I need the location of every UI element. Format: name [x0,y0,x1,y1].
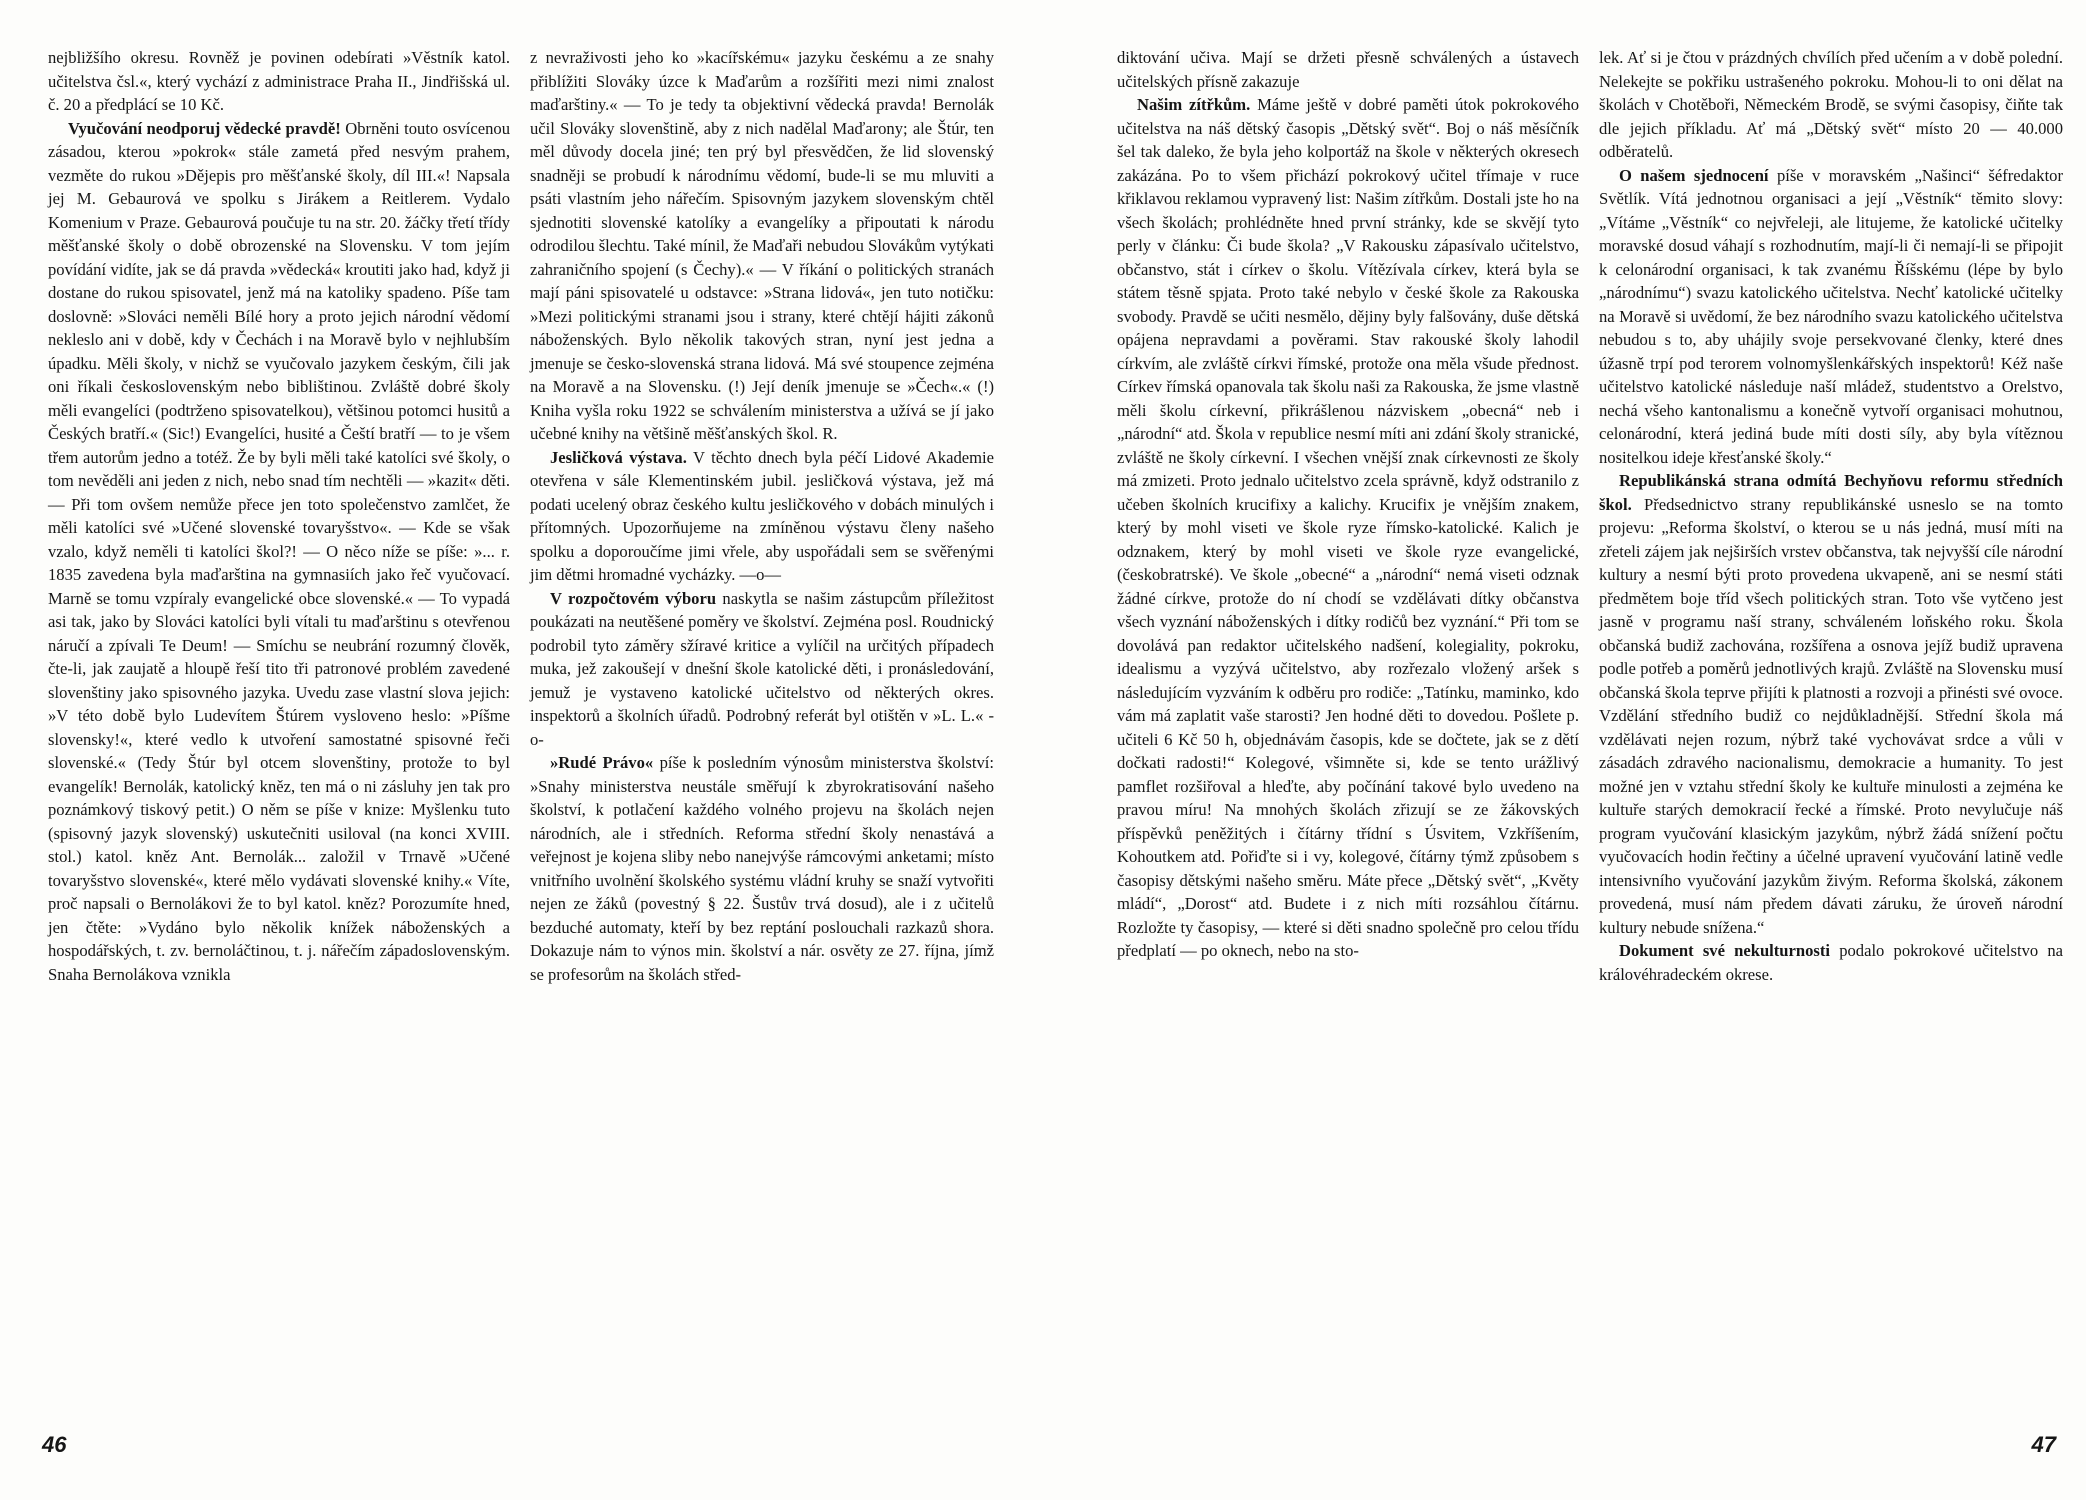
paragraph-heading: V rozpočtovém výboru [550,588,717,608]
paragraph-heading: »Rudé Právo« [550,753,654,772]
paragraph [1117,93,1579,963]
paragraph-heading: Dokument své nekulturnosti [1619,941,1831,960]
paragraph [530,446,994,587]
paragraph-heading: Našim zítřkům. [1137,95,1251,114]
paragraph-heading: Vyučování neodporuj vědecké pravdě! [68,118,341,138]
paragraph-text: naskytla se našim zástupcům příležitost poukázati na neutěšené poměry ve školství. Zejména posl. Roudnický podrobil tyto záměry sžíravé kritice a vylíčil na určitých případech muka, jež zakoušejí v dnešní škole katolické děti, i pronásledování, jemuž je vystaveno katolické učitelstvo od některých okres. inspektorů a školních úřadů. Podrobný referát byl otištěn v »L. L.« -o- [530,588,994,749]
paragraph [530,751,994,986]
paragraph-heading: O našem sjednocení [1619,165,1769,185]
paragraph [1599,939,2063,986]
paragraph-text: diktování učiva. Mají se držeti přesně schválených a ústavech učitelských přísně zakazuje [1117,48,1579,91]
paragraph [1599,164,2063,470]
paragraph-text: píše k posledním výnosům ministerstva školství: »Snahy ministerstva neustále směřují k zbyrokratisování našeho školství, k potlačení každého volného projevu na školách nejen národních, ale i středních. Reforma střední školy nenastává a veřejnost je kojena sliby nebo nanejvýše rámcovými anketami; místo vnitřního uvolnění školského systému vládní kruhy se snaží vytvořiti nejen ze žáků (povestný § 22. Šustův trvá dosud), ale i z učitelů bezduché automaty, kteří by bez reptání poslouchali razkazů shora. Dokazuje nám to výnos min. školství a nár. osvěty ze 27. října, jímž se profesorům na školách střed- [530,753,994,984]
paragraph [530,46,994,446]
paragraph [1599,469,2063,939]
paragraph-text: podalo pokrokové učitelstvo na královéhradeckém okrese. [1599,941,2063,984]
left-page-column-1 [48,46,510,986]
paragraph-heading: Republikánská strana odmítá Bechyňovu reformu středních škol. [1599,471,2063,514]
paragraph [530,587,994,752]
paragraph-text: nejbližšího okresu. Rovněž je povinen odebírati »Věstník katol. učitelstva čsl.«, který vychází z administrace Praha II., Jindřišská ul. č. 20 a předplácí se 10 Kč. [48,48,510,114]
paragraph [1117,46,1579,93]
paragraph-text: Předsednictvo strany republikánské usneslo se na tomto projevu: „Reforma školství, o kterou se u nás jedná, musí míti na zřeteli zájem jak nejširších vrstev občanstva, tak nejvyšší cíle národní kultury a nesmí býti proto provedena ukvapeně, ani se nesmí státi předmětem boje tříd všech politických stran. Toto vše vytčeno jest jasně v programu naší strany, schváleném loňského roku. Škola občanská budiž zachována, rozšířena a osnova jejíž budiž upravena podle potřeb a poměrů jednotlivých krajů. Zvláště na Slovensku musí občanská škola teprve přijíti k platnosti a rozvoji a přinésti své ovoce. Vzdělání středního budiž co nejdůkladnější. Střední škola má vzdělávati nejen rozum, nýbrž také vychovávat srdce a vůli v zásadách zdravého nacionalismu, demokracie a humanity. To jest možné jen v vztahu střední školy ke kultuře minulosti a zejména ke kultuře starých demokracií řecké a římské. Proto nevylučuje náš program vyučování klasickým jazykům, nýbrž žádá snížení počtu vyučovacích hodin řečtiny a účelné upravení vyučování latině vedle intensivního vyučování jazykům živým. Reforma školská, zákonem provedená, musí nám předem dávati záruku, že úroveň národní kultury nebude snížena.“ [1599,494,2063,937]
right-page-column-2 [1599,46,2063,986]
paragraph [48,117,510,987]
left-page-column-2 [530,46,994,986]
paragraph-text: lek. Ať si je čtou v prázdných chvílích před učením a v době polední. Nelekejte se pokřiku ustrašeného pokroku. Mohou-li to oni dělat na školách v Chotěboři, Německém Brodě, se svými časopisy, čiňte tak dle jejich příkladu. Ať má „Dětský svět“ místo 20 — 40.000 odběratelů. [1599,48,2063,161]
right-page-column-1 [1117,46,1579,963]
paragraph-text: z nevraživosti jeho ko »kacířskému« jazyku českému a ze snahy přiblížiti Slováky úzce k Maďarům a rozšířiti mezi nimi znalost maďarštiny.« — To je tedy ta objektivní vědecká pravda! Bernolák učil Slováky slovenštině, aby z nich nadělal Maďarony; ale Štúr, ten měl důvody docela jiné; ten prý byl přesvědčen, že lid slovenský snadněji se probudí k národnímu vědomí, bude-li se mu mluviti a psáti vlastním jeho nářečím. Spisovným jazykem slovenským chtěl sjednotiti slovenské katolíky a evangelíky a připoutati k národu odrodilou šlechtu. Také mínil, že Maďaři nebudou Slovákům vytýkati zahraničního spojení (s Čechy).« — V říkání o politických stranách mají páni spisovatelé u odstavce: »Strana lidová«, jen tuto notičku: »Mezi politickými stranami jsou i strany, které chtějí hájiti zákonů náboženských. Bylo několik takových stran, nyní jest jedna a jmenuje se česko-slovenská strana lidová. Má své stoupence zejména na Moravě a na Slovensku. (!) Její deník jmenuje se »Čech«.« (!) Kniha vyšla roku 1922 se schválením ministerstva a užívá se jí jako učebné knihy na většině měšťanských škol. R. [530,48,994,443]
paragraph-text: Obrněni touto osvícenou zásadou, kterou »pokrok« stále zametá před nesvým prahem, vezměte do rukou »Dějepis pro měšťanské školy, díl III.«! Napsala jej M. Gebaurová ve spolku s Jirákem a Reitlerem. Vydalo Komenium v Praze. Gebaurová poučuje tu na str. 20. žáčky třetí třídy měšťanské školy o době obrozenské na Slovensku. V tom jejím povídání vidíte, jak se dá pravda »vědecká« kroutiti jako had, když ji dostane do rukou spisovatel, jenž má na katoliky spadeno. Píše tam doslovně: »Slováci neměli Bílé hory a proto jejich národní vědomí nekleslo ani v době, kdy v Čechách i na Moravě bylo v nejhlubším úpadku. Měli školy, v nichž se vyučovalo jazykem českým, čili jak oni říkali československým nebo biblištinou. Zvláště dobré školy měli evangelíci (podtrženo spisovatelkou), většinou potomci husitů a Českých bratří.« (Sic!) Evangelíci, husité a Čeští bratří — to je všem třem autorům jedno a totéž. Že by byli měli také katolíci své školy, o tom nevěděli ani jeden z nich, nebo snad tím nechtěli — »kazit« děti. — Při tom ovšem nemůže přece jen toto společenstvo zamlčet, že měli katolíci své »Učené slovenské tovaryšstvo«. — Kde se však vzalo, když neměli ti katolíci škol?! — O něco níže se píše: »... r. 1835 zavedena byla maďarština na gymnasiích jako řeč vyučovací. Marně se tomu vzpíraly evangelické obce slovenské.« — To vypadá asi tak, jako by Slováci katolíci byli vítali tu maďarštinu s otevřenou náručí a zpívali Te Deum! — Smíchu se neubrání rozumný člověk, čte-li, jak zaujatě a hloupě řeší tito tři patronové problém zavedené slovenštiny jako spisovného jazyka. Uvedu zase vlastní slova jejich: »V této době bylo Ludevítem Štúrem vysloveno heslo: »Píšme slovensky!«, které vedlo k utvoření samostatné spisovné řeči slovenské.« (Tedy Štúr byl otcem slovenštiny, protože to byl evangelík! Bernolák, katolický kněz, ten má o ni zásluhy jen tak pro poznámkový tiskový petit.) O něm se píše v knize: Myšlenku tuto (spisovný jazyk slovenský) uskutečniti usiloval (na konci XVIII. stol.) katol. kněz Ant. Bernolák... založil v Trnavě »Učené tovaryšstvo slovenské«, které mělo vydávati slovenské knihy.« Víte, proč napsali o Bernolákovi že to byl katol. kněz? Porozumíte hned, jen čtěte: »Vydáno bylo několik knížek náboženských a hospodářských, t. zv. bernoláčtinou, t. j. nářečím západoslovenským. Snaha Bernolákova vznikla [48,118,510,984]
paragraph-heading: Jesličková výstava. [550,447,687,467]
paragraph [1599,46,2063,164]
page-number-left: 46 [42,1432,67,1457]
paragraph-text: píše v moravském „Našinci“ šéfredaktor Světlík. Vítá jednotnou organisaci a její „Věstník“ těmito slovy: „Vítáme „Věstník“ co nejvřeleji, ale litujeme, že katolické učitelky moravské dosud váhají s rozhodnutím, mají-li či nemají-li se připojit k celonárodní organisaci, k tak zvanému Říšskému (lépe by bylo „národnímu“) svazu katolického učitelstva. Nechť katolické učitelky na Moravě si uvědomí, že bez národního svazu katolického učitelstva nebudou s to, aby uhájily svoje persekvované členky, které dnes úžasně trpí pod terorem volnomyšlenkářských inspektorů! Kéž naše učitelstvo katolické následuje naší mládež, studentstvo a Orelstvo, nechá všeho kantonalismu a konečně vytvoří organisaci mohutnou, celonárodní, která jediná bude míti dosti síly, aby byla vítěznou nositelkou ideje křesťanské školy.“ [1599,165,2064,467]
paragraph-text: V těchto dnech byla péčí Lidové Akademie otevřena v sále Klementinském jubil. jesličková výstava, jež má podati ucelený obraz českého kultu jesličkového v dobách minulých i přítomných. Upozorňujeme na zmíněnou výstavu členy našeho spolku a doporoučíme jimi vřele, aby uspořádali sem se svěřenými jim dětmi hromadné vycházky. —o— [530,447,994,584]
paragraph-text: Máme ještě v dobré paměti útok pokrokového učitelstva na náš dětský časopis „Dětský svět“. Boj o náš měsíčník šel tak daleko, že byla jeho kolportáž na škole v některých okresech zakázána. Po to všem přichází pokrokový učitel třímaje v ruce křiklavou reklamou vypravený list: Našim zítřkům. Dostali jste ho na všech školách; prohlédněte hned první stránky, kde se skvějí tyto perly v článku: Či bude škola? „V Rakousku zápasívalo učitelstvo, občanstvo, stát i církev o školu. Vítězívala církev, která byla se státem těsně spjata. Proto také nebylo v české škole za Rakouska svobody. Pravdě se učiti nesmělo, dějiny byly falšovány, duše dětská opájena nepravdami a pověrami. Stav rakouské školy lahodil církvím, ale zvláště církvi římské, protože ona měla všude přednost. Církev římská opanovala tak školu naši za Rakouska, že jsme vlastně měli školu církevní, přikrášlenou názviskem „obecná“ neb i „národní“ atd. Škola v republice nesmí míti ani zdání školy stranické, zvláště ne školy církevní. I všechen vnější znak církevnosti ze školy má zmizeti. Proto jednalo učitelstvo zcela správně, když odstranilo z učeben školních krucifixy a kalichy. Krucifix je vnějším znakem, který by mohl viseti ve škole ryze římsko-katolické. Kalich je odznakem, který by mohl viseti ve škole ryze evangelické, (českobratrské). Ve škole „obecné“ a „národní“ nemá viseti odznak žádné církve, protože do ní chodí se vzdělávati dítky občanstva všech vyznání náboženských i dítky rodičů bez vyznání.“ Při tom se dovolává pan redaktor učitelského nadšení, kolegiality, pokroku, idealismu a vyzývá učitelstvo, aby rozřezalo vložený aršek s následujícím vyzváním k odběru pro rodiče: „Tatínku, maminko, kdo vám má zaplatit vaše starosti? Jen hodné děti to dovedou. Pošlete p. učiteli 6 Kč 50 h, objednávám časopis, kde se dočtete, jak se z dětí dočkati radosti!“ Kolegové, všimněte si, kde se tento urážlivý pamflet rozšiřoval a hleďte, aby počínání takové bylo uvedeno na pravou míru! Na mnohých školách zřizují se ze žákovských příspěvků peněžitých i čítárny třídní s Úsvitem, Vzkříšením, Kohoutkem atd. Pořiďte si i vy, kolegové, čítárny týmž způsobem s časopisy dětskými našeho směru. Máte přece „Dětský svět“, „Květy mládí“, „Dorost“ atd. Budete i z nich míti rozsáhlou čítárnu. Rozložte ty časopisy, — které si děti snadno společně pro celou třídu předplatí — po oknech, nebo na sto- [1117,95,1579,960]
paragraph [48,46,510,117]
right-page [1043,0,2086,1500]
page-number-right: 47 [2031,1432,2056,1457]
